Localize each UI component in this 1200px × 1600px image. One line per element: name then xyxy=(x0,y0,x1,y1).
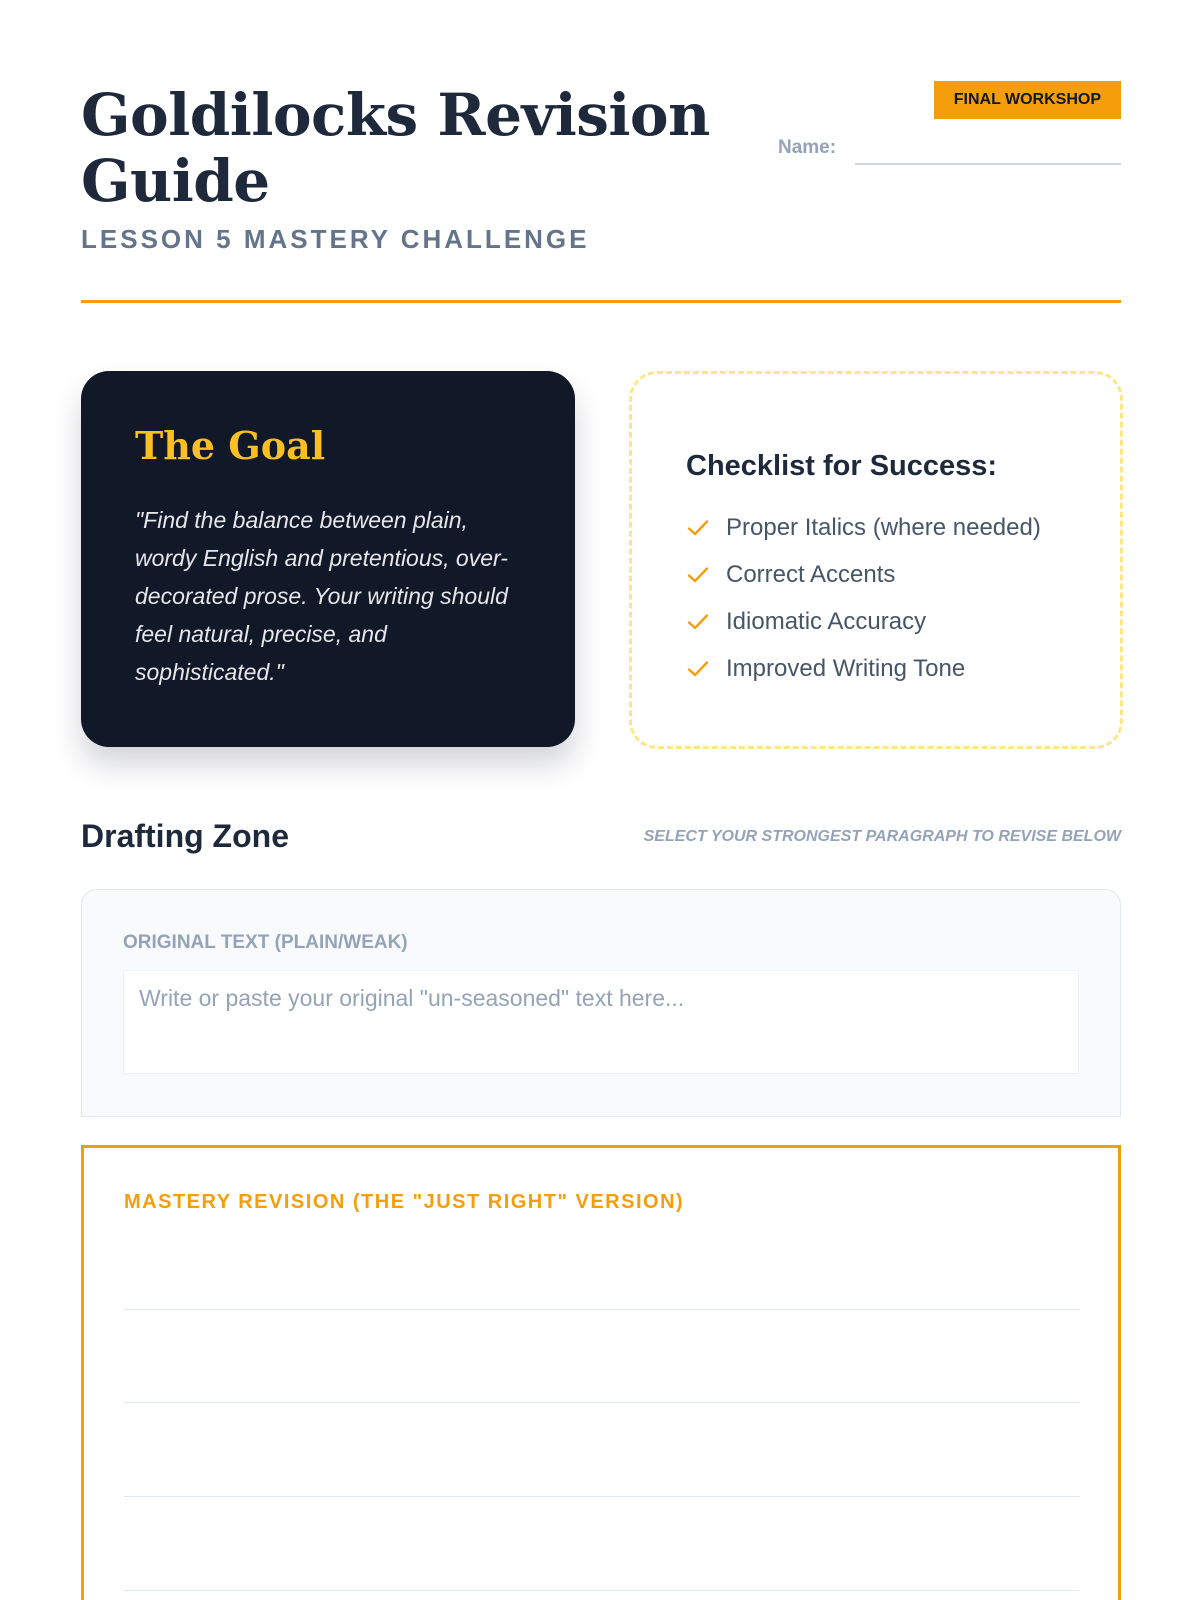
original-text-label: ORIGINAL TEXT (PLAIN/WEAK) xyxy=(123,932,408,953)
writing-line[interactable] xyxy=(124,1309,1080,1310)
check-icon xyxy=(686,657,710,681)
revision-label: MASTERY REVISION (THE "JUST RIGHT" VERSION) xyxy=(124,1191,685,1213)
header-divider xyxy=(81,300,1121,303)
checklist xyxy=(686,504,1041,692)
name-label: Name: xyxy=(778,137,837,158)
page-title: Goldilocks Revision Guide xyxy=(81,81,710,215)
goal-card xyxy=(81,371,575,747)
revision-panel xyxy=(81,1145,1121,1600)
checklist-card xyxy=(629,371,1123,749)
workshop-badge: FINAL WORKSHOP xyxy=(934,81,1121,119)
lesson-subtitle: LESSON 5 MASTERY CHALLENGE xyxy=(81,224,590,254)
check-icon xyxy=(686,516,710,540)
writing-line[interactable] xyxy=(124,1590,1080,1591)
checklist-item xyxy=(686,551,1041,598)
checklist-item xyxy=(686,504,1041,551)
drafting-zone-title: Drafting Zone xyxy=(81,818,289,854)
checklist-item-label: Correct Accents xyxy=(726,560,896,588)
writing-line[interactable] xyxy=(124,1496,1080,1497)
check-icon xyxy=(686,563,710,587)
original-text-input[interactable] xyxy=(123,970,1079,1074)
goal-quote: "Find the balance between plain, wordy English and pretentious, over-decorated prose. Your writing should feel natural, precise, and sophisticated." xyxy=(135,507,508,685)
original-text-panel xyxy=(81,889,1121,1117)
name-field[interactable] xyxy=(855,163,1121,165)
drafting-hint: SELECT YOUR STRONGEST PARAGRAPH TO REVISE BELOW xyxy=(643,828,1121,845)
checklist-item xyxy=(686,645,1041,692)
checklist-item-label: Improved Writing Tone xyxy=(726,654,966,682)
checklist-item xyxy=(686,598,1041,645)
writing-line[interactable] xyxy=(124,1402,1080,1403)
check-icon xyxy=(686,610,710,634)
checklist-item-label: Proper Italics (where needed) xyxy=(726,513,1041,541)
goal-title: The Goal xyxy=(135,423,326,468)
checklist-title: Checklist for Success: xyxy=(686,450,998,482)
checklist-item-label: Idiomatic Accuracy xyxy=(726,607,927,635)
worksheet-page xyxy=(81,0,1121,1600)
